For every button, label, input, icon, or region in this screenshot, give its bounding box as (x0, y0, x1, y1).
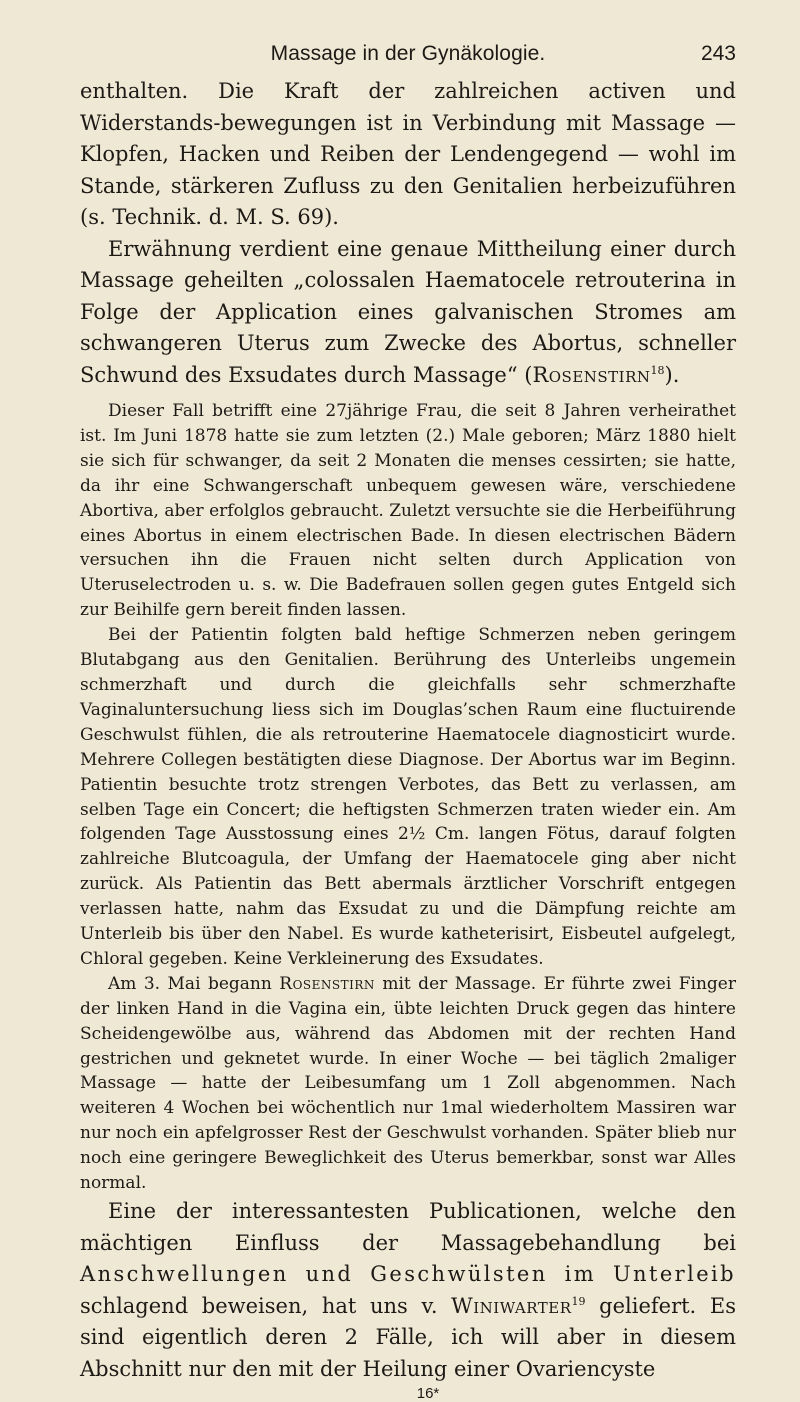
paragraph-3 (80, 1196, 736, 1385)
case-paragraph-3-text: mit der Massage. Er führte zwei Finger der linken Hand in die Vagina ein, übte leichten Druck gegen das hintere Scheidengewölbe aus, während das Abdomen mit der rechten Hand gestrichen und geknetet wurde. In einer Woche — bei täglich 2maliger Massage — hatte der Leibesumfang um 1 Zoll abgenommen. Nach weiteren 4 Wochen bei wöchentlich nur 1mal wiederholtem Massiren war nur noch ein apfelgrosser Rest der Geschwulst vorhanden. Später blieb nur noch eine geringere Beweglichkeit des Uterus bemerkbar, sonst war Alles normal. (80, 973, 736, 1194)
case-paragraph-1: Dieser Fall betrifft eine 27jährige Frau, die seit 8 Jahren verheirathet ist. Im Juni 1878 hatte sie zum letzten (2.) Male geboren; März 1880 hielt sie sich für schwanger, da seit 2 Monaten die menses cessirten; sie hatte, da ihr eine Schwangerschaft unbequem gewesen wäre, verschiedene Abortiva, aber erfolglos gebraucht. Zuletzt versuchte sie die Herbeiführung eines Abortus in einem electrischen Bade. In diesen electrischen Bädern versuchen ihn die Frauen nicht selten durch Application von Uteruselectroden u. s. w. Die Badefrauen sollen gegen gutes Entgeld sich zur Beihilfe gern bereit finden lassen. (80, 401, 736, 621)
author-reference: Winiwarter (451, 1293, 572, 1318)
paragraph-2-end: ). (664, 362, 680, 387)
footnote-marker: 18 (650, 363, 665, 377)
paragraph-3-end: geliefert. Es sind eigentlich deren 2 Fälle, ich will aber in diesem Abschnitt nur den mit der Heilung einer Ovariencyste (80, 1293, 736, 1381)
paragraph-2-text: Erwähnung verdient eine genaue Mittheilung einer durch Massage geheilten „colossalen Haematocele retrouterina in Folge der Application eines galvanischen Stromes am schwangeren Uterus zum Zwecke des Abortus, schneller Schwund des Exsudates durch Massage“ ( (80, 236, 736, 387)
author-reference: Rosenstirn (532, 362, 651, 387)
paragraph-3-middle: schlagend beweisen, hat uns v. (80, 1293, 452, 1318)
page-number: 243 (700, 42, 736, 65)
case-paragraph-2: Bei der Patientin folgten bald heftige Schmerzen neben geringem Blutabgang aus den Genitalien. Berührung des Unterleibs ungemein schmerzhaft und durch die gleichfalls sehr schmerzhafte Vaginaluntersuchung liess sich im Douglas’schen Raum eine fluctuirende Geschwulst fühlen, die als retrouterine Haematocele diagnosticirt wurde. Mehrere Collegen bestätigten diese Diagnose. Der Abortus war im Beginn. Patientin besuchte trotz strengen Verbotes, das Bett zu verlassen, am selben Tage ein Concert; die heftigsten Schmerzen traten wieder ein. Am folgenden Tage Ausstossung eines 2½ Cm. langen Fötus, darauf folgten zahlreiche Blutcoagula, der Umfang der Haematocele ging aber nicht zurück. Als Patientin das Bett abermals ärztlicher Vorschrift entgegen verlassen hatte, nahm das Exsudat zu und die Dämpfung reichte am Unterleib bis über den Nabel. Es wurde katheterisirt, Eisbeutel aufgelegt, Chloral gegeben. Keine Verkleinerung des Exsudates. (80, 625, 736, 969)
running-head: Massage in der Gynäkologie. (270, 42, 546, 65)
sheet-signature: 16* (416, 1385, 440, 1402)
page-header (80, 42, 736, 76)
emphasized-term: Anschwellungen und Geschwülsten im Unterleib (80, 1262, 736, 1286)
author-reference: Rosenstirn (279, 973, 375, 994)
case-paragraph-3 (80, 972, 736, 1196)
paragraph-1: enthalten. Die Kraft der zahlreichen activen und Widerstands-bewegungen ist in Verbindung mit Massage — Klopfen, Hacken und Reiben der Lendengegend — wohl im Stande, stärkeren Zufluss zu den Genitalien herbeizuführen (s. Technik. d. M. S. 69). (80, 79, 736, 229)
paragraph-2 (80, 234, 736, 392)
case-paragraph-3-start: Am 3. Mai begann (108, 973, 280, 994)
paragraph-3-start: Eine der interessantesten Publicationen, welche den mächtigen Einfluss der Massagebehandlung bei (80, 1199, 736, 1255)
footnote-marker: 19 (571, 1294, 586, 1308)
